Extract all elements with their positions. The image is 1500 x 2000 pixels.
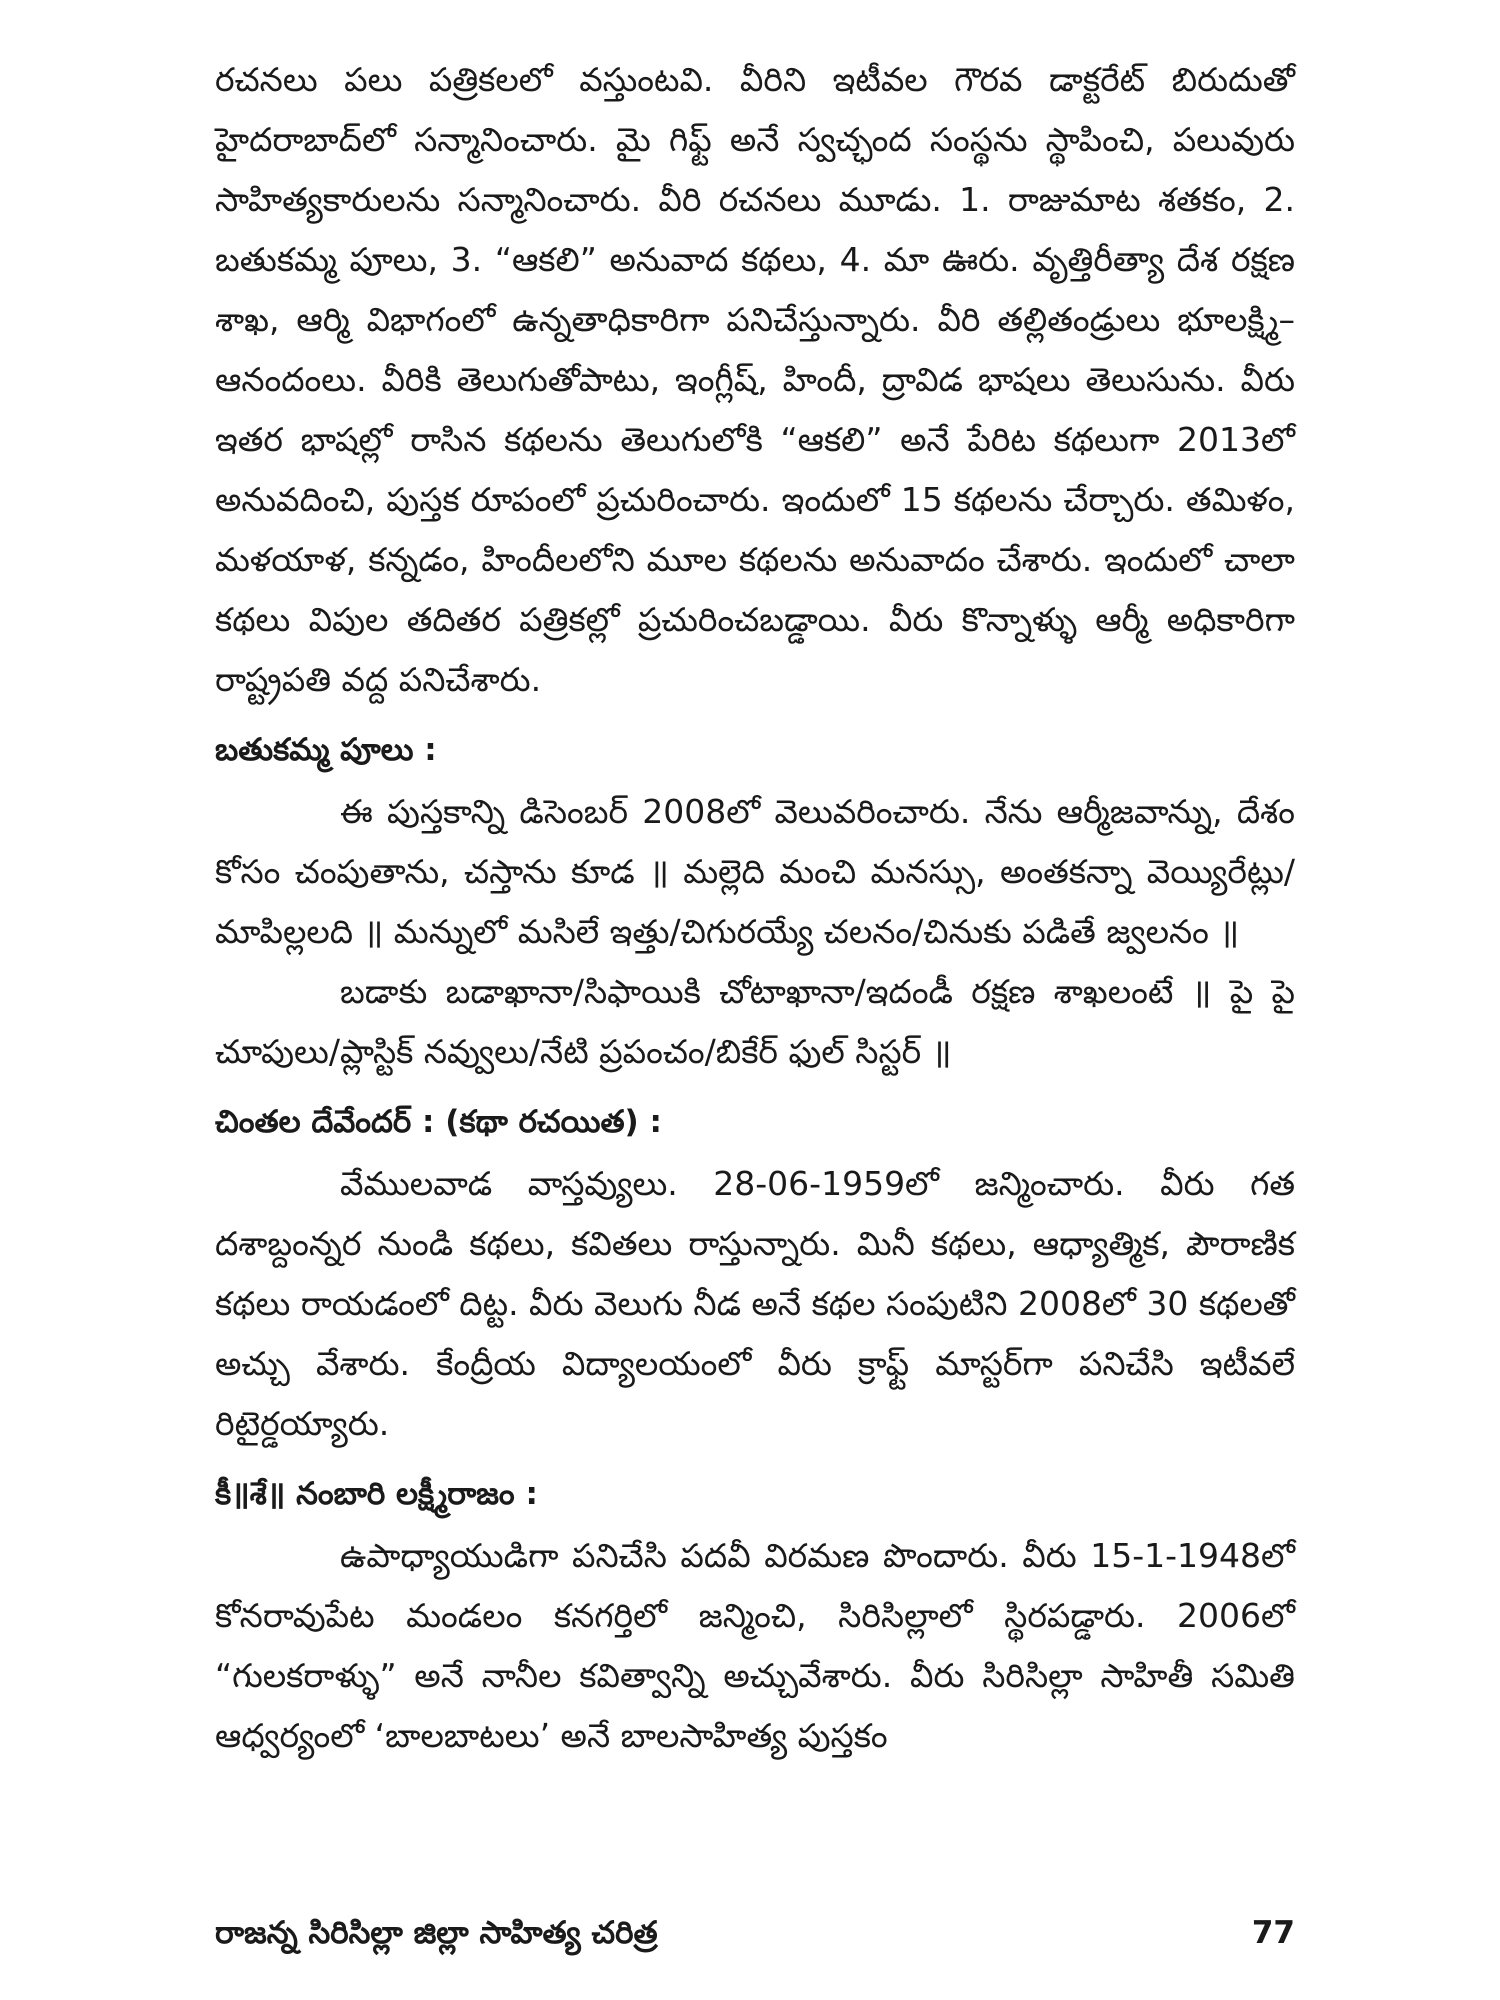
page-footer xyxy=(215,1908,1295,1958)
paragraph-bathukamma-poolu: ఈ పుస్తకాన్ని డిసెంబర్ 2008లో వెలువరించారు. నేను ఆర్మీజవాన్ను, దేశం కోసం చంపుతాను, చస్తాను కూడ ॥ మల్లెది మంచి మనస్సు, అంతకన్నా వెయ్యిరేట్లు/మాపిల్లలది ॥ మన్నులో మసిలే ఇత్తు/చిగురయ్యే చలనం/చినుకు పడితే జ్వలనం ॥ xyxy=(215,792,1295,951)
paragraph-chintala-devender: వేములవాడ వాస్తవ్యులు. 28-06-1959లో జన్మించారు. వీరు గత దశాబ్దంన్నర నుండి కథలు, కవితలు రాస్తున్నారు. మినీ కథలు, ఆధ్యాత్మిక, పౌరాణిక కథలు రాయడంలో దిట్ట. వీరు వెలుగు నీడ అనే కథల సంపుటిని 2008లో 30 కథలతో అచ్చు వేశారు. కేంద్రీయ విద్యాలయంలో వీరు క్రాఫ్ట్ మాస్టర్‌గా పనిచేసి ఇటీవలే రిటైర్డయ్యారు. xyxy=(215,1164,1295,1443)
footer-book-title: రాజన్న సిరిసిల్లా జిల్లా సాహిత్య చరిత్ర xyxy=(215,1915,658,1951)
paragraph-bathukamma-verse: బడాకు బడాఖానా/సిఫాయికి చోటాఖానా/ఇదండీ రక్షణ శాఖలంటే ॥ పై పై చూపులు/ప్లాస్టిక్ నవ్వులు/నేటి ప్రపంచం/బికేర్ ఫుల్ సిస్టర్ ॥ xyxy=(215,972,1295,1071)
footer-page-number: 77 xyxy=(1251,1915,1295,1951)
document-page xyxy=(215,50,1295,1950)
paragraph-intro: రచనలు పలు పత్రికలలో వస్తుంటవి. వీరిని ఇటీవల గౌరవ డాక్టరేట్ బిరుదుతో హైదరాబాద్‌లో సన్మానించారు. మై గిఫ్ట్ అనే స్వచ్ఛంద సంస్థను స్థాపించి, పలువురు సాహిత్యకారులను సన్మానించారు. వీరి రచనలు మూడు. 1. రాజుమాట శతకం, 2. బతుకమ్మ పూలు, 3. “ఆకలి” అనువాద కథలు, 4. మా ఊరు. వృత్తిరీత్యా దేశ రక్షణ శాఖ, ఆర్మి విభాగంలో ఉన్నతాధికారిగా పనిచేస్తున్నారు. వీరి తల్లితండ్రులు భూలక్ష్మి–ఆనందంలు. వీరికి తెలుగుతోపాటు, ఇంగ్లీష్, హిందీ, ద్రావిడ భాషలు తెలుసును. వీరు ఇతర భాషల్లో రాసిన కథలను తెలుగులోకి “ఆకలి” అనే పేరిట కథలుగా 2013లో అనువదించి, పుస్తక రూపంలో ప్రచురించారు. ఇందులో 15 కథలను చేర్చారు. తమిళం, మళయాళ, కన్నడం, హిందీలలోని మూల కథలను అనువాదం చేశారు. ఇందులో చాలా కథలు విపుల తదితర పత్రికల్లో ప్రచురించబడ్డాయి. వీరు కొన్నాళ్ళు ఆర్మీ అధికారిగా రాష్ట్రపతి వద్ద పనిచేశారు. xyxy=(215,60,1295,699)
heading-nambari-lakshmirajam: కీ॥శే॥ నంబారి లక్ష్మీరాజం : xyxy=(215,1476,538,1512)
heading-bathukamma-poolu: బతుకమ్మ పూలు : xyxy=(215,732,437,768)
paragraph-nambari-lakshmirajam: ఉపాధ్యాయుడిగా పనిచేసి పదవీ విరమణ పొందారు. వీరు 15-1-1948లో కోనరావుపేట మండలం కనగర్తిలో జన్మించి, సిరిసిల్లాలో స్థిరపడ్డారు. 2006లో “గులకరాళ్ళు” అనే నానీల కవిత్వాన్ని అచ్చువేశారు. వీరు సిరిసిల్లా సాహితీ సమితి ఆధ్వర్యంలో ‘బాలబాటలు’ అనే బాలసాహిత్య పుస్తకం xyxy=(215,1536,1295,1755)
heading-chintala-devender: చింతల దేవేందర్ : (కథా రచయిత) : xyxy=(215,1104,662,1140)
